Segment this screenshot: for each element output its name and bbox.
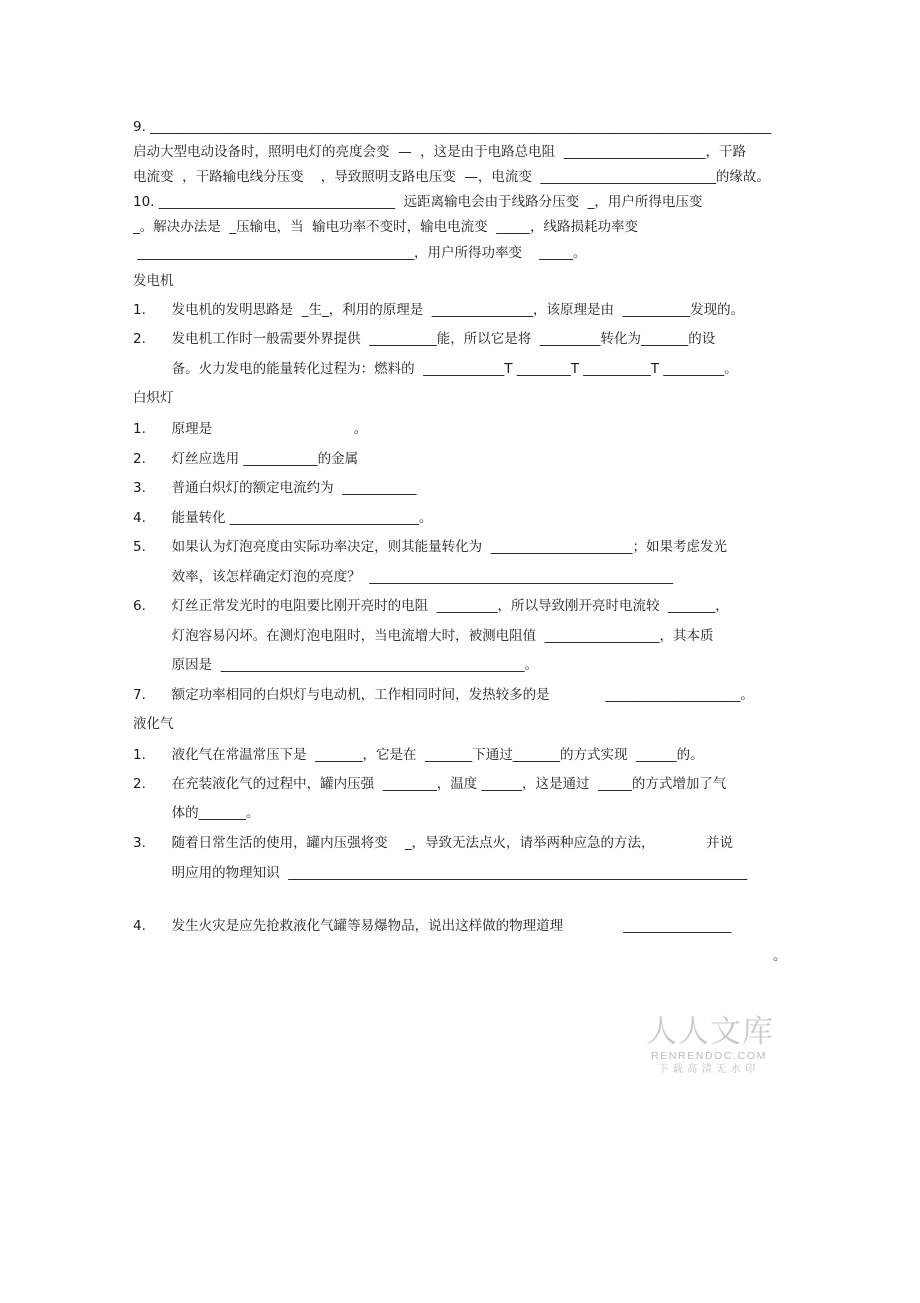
section-heading-lpg: 液化气: [133, 716, 174, 732]
q10-text-line-3: _________________________________________，用户所得功率变 _____。: [133, 245, 587, 261]
q10-text-line-2: _。解决办法是 _压输电，当 输电功率不变时，输电电流变 _____，线路损耗功率变: [133, 219, 638, 235]
section-heading-generator: 发电机: [133, 273, 174, 289]
watermark-title: 人人文库: [646, 1014, 774, 1050]
lamp-q5-line-1: 5. 如果认为灯泡亮度由实际功率决定，则其能量转化为 _____________________；如果考虑发光: [133, 539, 727, 555]
watermark-note: 下载高清无水印: [658, 1064, 760, 1075]
trailing-period: 。: [773, 948, 787, 964]
lamp-q3: 3. 普通白炽灯的额定电流约为 ___________: [133, 480, 417, 496]
generator-q2-line-1: 2. 发电机工作时一般需要外界提供 __________能，所以它是将 _________转化为_______的设: [133, 331, 716, 347]
lpg-q2-line-2: 体的_______。: [133, 805, 260, 821]
lamp-q6-line-1: 6. 灯丝正常发光时的电阻要比刚开亮时的电阻 _________，所以导致刚开亮时电流较 _______，: [133, 598, 729, 614]
q9-text-line-1: 启动大型电动设备时，照明电灯的亮度会变 — ，这是由于电路总电阻 _____________________，干路: [133, 144, 746, 160]
generator-q2-line-2: 备。火力发电的能量转化过程为：燃料的 ____________T ________T __________T _________。: [133, 361, 738, 377]
lamp-q2: 2. 灯丝应选用 ___________的金属: [133, 451, 359, 467]
lamp-q4: 4. 能量转化 ____________________________。: [133, 510, 433, 526]
watermark-logo: [646, 1014, 772, 1076]
lamp-q5-line-2: 效率，该怎样确定灯泡的亮度？ _____________________________________________: [133, 569, 673, 585]
lpg-q3-line-1: 3. 随着日常生活的使用，罐内压强将变 _，导致无法点火，请举两种应急的方法， 并说: [133, 835, 734, 851]
lamp-q6-line-2: 灯泡容易闪坏。在测灯泡电阻时，当电流增大时，被测电阻值 _________________，其本质: [133, 628, 714, 644]
lpg-q2-line-1: 2. 在充装液化气的过程中，罐内压强 ________，温度 ______，这是通过 _____的方式增加了气: [133, 776, 727, 792]
q9-number-line: 9. ____________________________________________________________________________________________: [133, 119, 772, 135]
q9-text-line-2: 电流变 ，干路输电线分压变 ，导致照明支路电压变 —，电流变 __________________________的缘故。: [133, 169, 770, 185]
section-heading-incandescent: 白炽灯: [133, 390, 174, 406]
generator-q1: 1. 发电机的发明思路是 _生_，利用的原理是 _______________，该原理是由 __________发现的。: [133, 302, 745, 318]
watermark-site: RENRENDOC.COM: [651, 1050, 767, 1062]
q10-text-line-1: 10. ___________________________________ 远距离输电会由于线路分压变 _，用户所得电压变: [133, 194, 703, 210]
lpg-q4: 4. 发生火灾是应先抢救液化气罐等易爆物品，说出这样做的物理道理 ________________: [133, 918, 732, 934]
lpg-q1: 1. 液化气在常温常压下是 _______，它是在 _______下通过_______的方式实现 ______的。: [133, 747, 704, 763]
lpg-q3-line-2: 明应用的物理知识 ____________________________________________________________________: [133, 865, 748, 881]
lamp-q7: 7. 额定功率相同的白炽灯与电动机，工作相同时间，发热较多的是 ____________________。: [133, 687, 754, 703]
lamp-q1: 1. 原理是 。: [133, 421, 368, 437]
lamp-q6-line-3: 原因是 _____________________________________________。: [133, 657, 538, 673]
